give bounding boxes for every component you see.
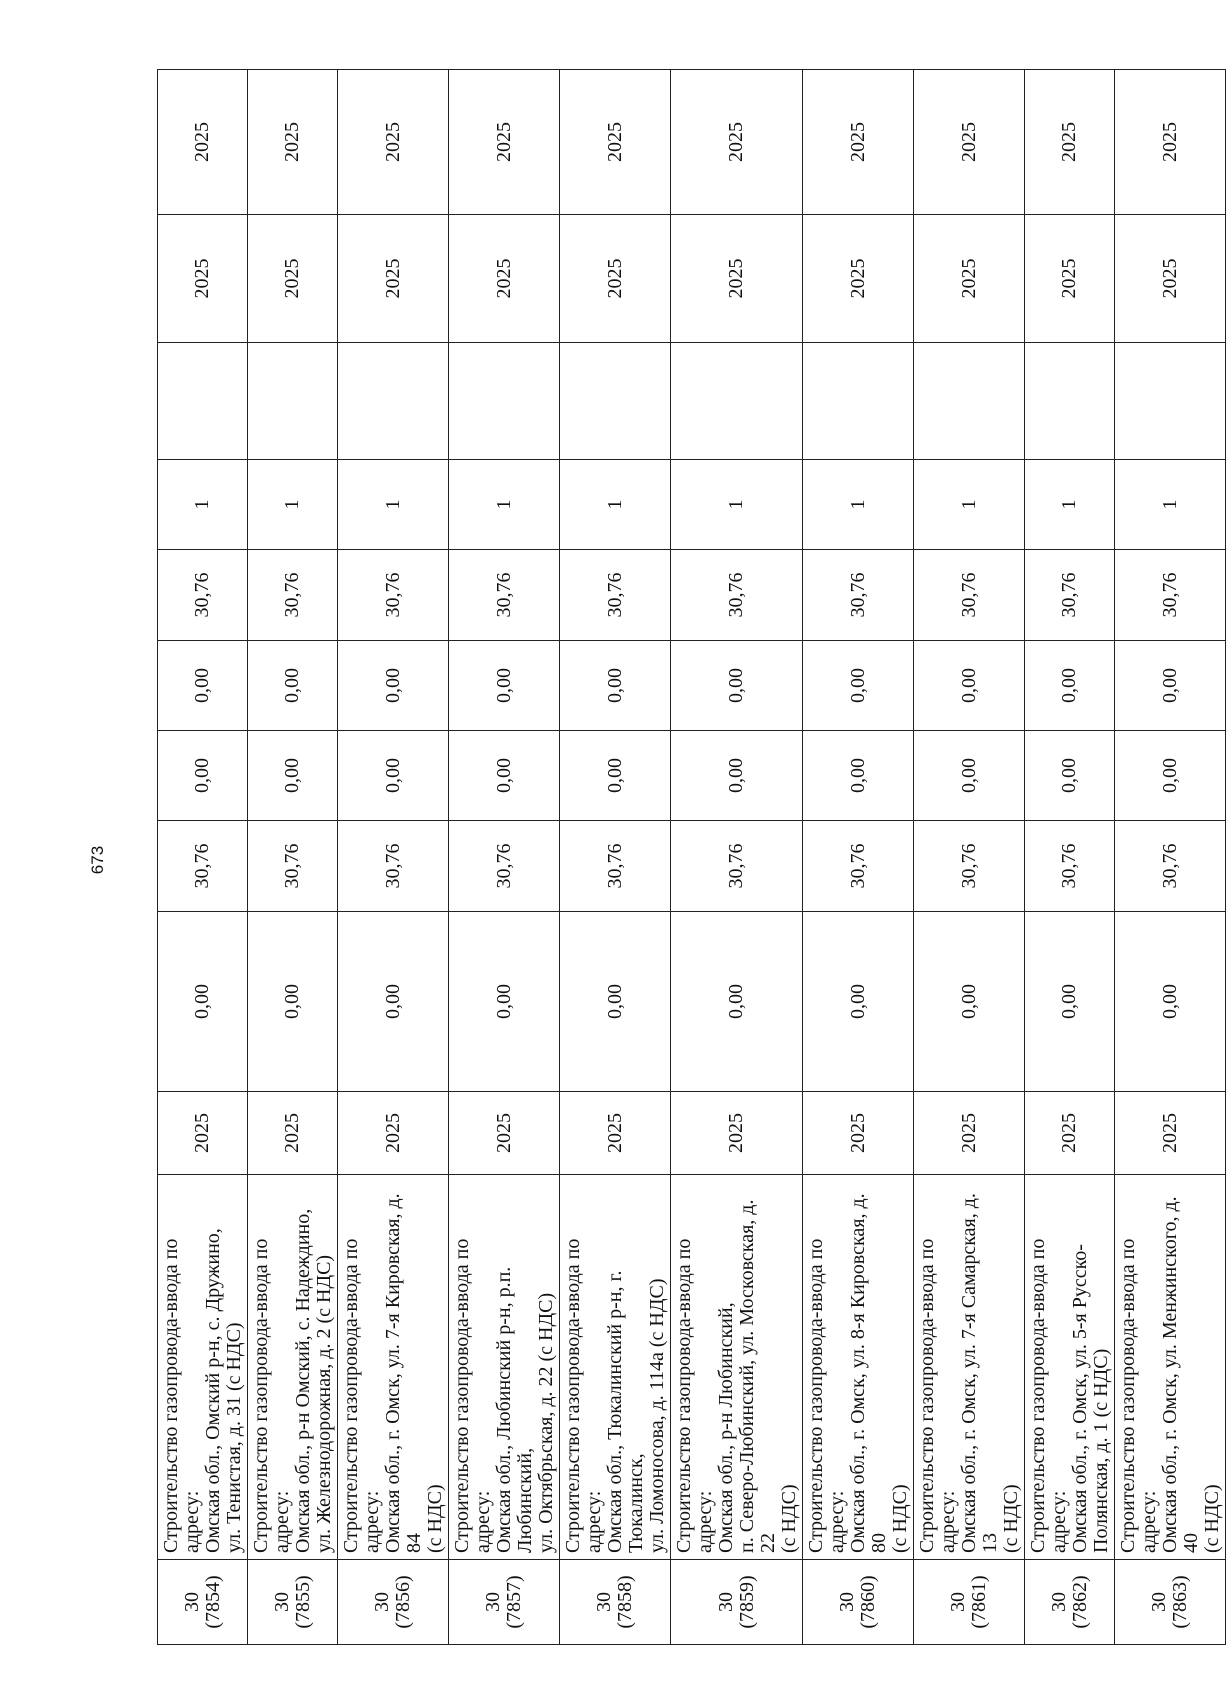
description-line: ул. Тенистая, д. 31 (с НДС)	[223, 1322, 245, 1553]
description-line: ул. Железнодорожная, д. 2 (с НДС)	[313, 1254, 335, 1553]
cell-value-1: 0,00	[671, 912, 803, 1092]
cell-year: 2025	[803, 1092, 914, 1175]
table-row	[1115, 70, 1226, 1645]
cell-start-year: 2025	[449, 215, 560, 343]
table-row	[560, 70, 671, 1645]
cell-value-1: 0,00	[1115, 912, 1226, 1092]
row-code: (7857)	[503, 1575, 525, 1629]
cell-project-id	[914, 1560, 1025, 1645]
cell-year: 2025	[449, 1092, 560, 1175]
cell-project-id	[1025, 1560, 1115, 1645]
row-code: (7861)	[968, 1575, 990, 1629]
row-number: 30	[482, 1592, 504, 1612]
cell-quantity: 1	[671, 460, 803, 550]
description-line: ул. Октябрьская, д. 22 (с НДС)	[535, 1292, 557, 1553]
table-row	[449, 70, 560, 1645]
cell-end-year: 2025	[671, 70, 803, 215]
row-number: 30	[714, 1592, 737, 1612]
cell-year: 2025	[560, 1092, 671, 1175]
cell-end-year: 2025	[1115, 70, 1226, 215]
table-row	[158, 70, 248, 1645]
cell-end-year: 2025	[338, 70, 449, 215]
cell-description	[914, 1175, 1025, 1560]
cell-description	[449, 1175, 560, 1560]
cell-value-2: 30,76	[1025, 821, 1115, 912]
cell-value-2: 30,76	[248, 821, 338, 912]
cell-value-2: 30,76	[914, 821, 1025, 912]
cell-value-1: 0,00	[449, 912, 560, 1092]
cell-start-year: 2025	[560, 215, 671, 343]
cell-value-3: 0,00	[1025, 731, 1115, 821]
cell-value-5: 30,76	[338, 550, 449, 641]
description-line: Строительство газопровода-ввода по адресу:	[673, 1238, 716, 1553]
description-line: Омская обл., р-н Любинский,	[715, 1302, 737, 1553]
cell-value-3: 0,00	[671, 731, 803, 821]
empty-cell	[338, 343, 449, 460]
cell-project-id	[158, 1560, 248, 1645]
row-code: (7856)	[392, 1575, 414, 1629]
cell-value-3: 0,00	[449, 731, 560, 821]
row-number: 30	[1047, 1592, 1070, 1612]
row-number: 30	[371, 1592, 393, 1612]
page-number-text: 673	[88, 845, 107, 875]
cell-value-1: 0,00	[1025, 912, 1115, 1092]
cell-year: 2025	[158, 1092, 248, 1175]
description-line: Строительство газопровода-ввода по адресу:	[340, 1238, 383, 1553]
cell-end-year: 2025	[248, 70, 338, 215]
cell-year: 2025	[671, 1092, 803, 1175]
empty-cell	[449, 343, 560, 460]
table-row	[671, 70, 803, 1645]
description-line: Омская обл., Любинский р-н, р.п. Любинский,	[493, 1266, 536, 1553]
cell-start-year: 2025	[338, 215, 449, 343]
description-line: Омская обл., г. Омск, ул. 7-я Кировская, д. 84	[382, 1193, 425, 1553]
cell-value-5: 30,76	[449, 550, 560, 641]
description-line: Строительство газопровода-ввода по адресу:	[916, 1238, 959, 1553]
description-line: Омская обл., г. Омск, ул. 8-я Кировская, д. 80	[847, 1193, 890, 1553]
description-line: Омская обл., г. Омск, ул. Менжинского, д. 40	[1159, 1196, 1202, 1553]
cell-project-id	[449, 1560, 560, 1645]
row-code: (7855)	[291, 1575, 314, 1629]
cell-value-5: 30,76	[1115, 550, 1226, 641]
cell-value-1: 0,00	[158, 912, 248, 1092]
row-code: (7858)	[614, 1575, 636, 1629]
description-line: (с НДС)	[889, 1484, 911, 1553]
cell-year: 2025	[338, 1092, 449, 1175]
cell-year: 2025	[914, 1092, 1025, 1175]
cell-start-year: 2025	[671, 215, 803, 343]
row-number: 30	[836, 1592, 858, 1612]
cell-quantity: 1	[560, 460, 671, 550]
cell-end-year: 2025	[914, 70, 1025, 215]
description-line: Строительство газопровода-ввода по адресу:	[451, 1238, 494, 1553]
description-line: п. Северо-Любинский, ул. Московская, д. 22	[736, 1199, 779, 1553]
cell-start-year: 2025	[158, 215, 248, 343]
cell-value-4: 0,00	[1115, 641, 1226, 731]
cell-start-year: 2025	[803, 215, 914, 343]
cell-value-1: 0,00	[803, 912, 914, 1092]
cell-year: 2025	[1025, 1092, 1115, 1175]
rotated-table-frame	[157, 70, 1223, 1645]
cell-end-year: 2025	[560, 70, 671, 215]
cell-value-5: 30,76	[803, 550, 914, 641]
cell-quantity: 1	[248, 460, 338, 550]
cell-value-4: 0,00	[449, 641, 560, 731]
empty-cell	[1025, 343, 1115, 460]
cell-value-2: 30,76	[560, 821, 671, 912]
cell-end-year: 2025	[1025, 70, 1115, 215]
cell-start-year: 2025	[1115, 215, 1226, 343]
empty-cell	[803, 343, 914, 460]
row-code: (7863)	[1169, 1575, 1191, 1629]
cell-value-5: 30,76	[248, 550, 338, 641]
description-line: Строительство газопровода-ввода по адресу:	[1027, 1238, 1070, 1553]
cell-value-4: 0,00	[338, 641, 449, 731]
description-line: ул. Ломоносова, д. 114а (с НДС)	[646, 1278, 668, 1553]
cell-project-id	[803, 1560, 914, 1645]
row-code: (7859)	[735, 1575, 758, 1629]
cell-description	[158, 1175, 248, 1560]
cell-value-2: 30,76	[449, 821, 560, 912]
empty-cell	[671, 343, 803, 460]
table-row	[1025, 70, 1115, 1645]
cell-value-3: 0,00	[560, 731, 671, 821]
row-number: 30	[593, 1592, 615, 1612]
description-line: (с НДС)	[1000, 1484, 1022, 1553]
cell-description	[560, 1175, 671, 1560]
description-line: Строительство газопровода-ввода по адресу:	[160, 1238, 203, 1553]
cell-value-1: 0,00	[248, 912, 338, 1092]
cell-value-2: 30,76	[803, 821, 914, 912]
table-row	[338, 70, 449, 1645]
cell-end-year: 2025	[158, 70, 248, 215]
cell-value-5: 30,76	[1025, 550, 1115, 641]
cell-project-id	[338, 1560, 449, 1645]
cell-quantity: 1	[158, 460, 248, 550]
cell-value-5: 30,76	[560, 550, 671, 641]
cell-quantity: 1	[338, 460, 449, 550]
cell-start-year: 2025	[1025, 215, 1115, 343]
table-row	[248, 70, 338, 1645]
row-number: 30	[947, 1592, 969, 1612]
cell-start-year: 2025	[248, 215, 338, 343]
cell-value-4: 0,00	[1025, 641, 1115, 731]
cell-value-4: 0,00	[671, 641, 803, 731]
cell-value-3: 0,00	[914, 731, 1025, 821]
cell-value-5: 30,76	[671, 550, 803, 641]
description-line: Омская обл., р-н Омский, с. Надеждино,	[292, 1208, 314, 1553]
cell-description	[248, 1175, 338, 1560]
cell-value-5: 30,76	[158, 550, 248, 641]
cell-start-year: 2025	[914, 215, 1025, 343]
cell-value-4: 0,00	[158, 641, 248, 731]
cell-value-2: 30,76	[338, 821, 449, 912]
cell-end-year: 2025	[449, 70, 560, 215]
row-code: (7854)	[201, 1575, 224, 1629]
description-line: (с НДС)	[424, 1484, 446, 1553]
description-line: Омская обл., Омский р-н, с. Дружино,	[202, 1228, 224, 1553]
description-line: (с НДС)	[1201, 1484, 1223, 1553]
row-number: 30	[180, 1592, 203, 1612]
empty-cell	[914, 343, 1025, 460]
cell-value-3: 0,00	[158, 731, 248, 821]
cell-year: 2025	[1115, 1092, 1226, 1175]
row-number: 30	[1148, 1592, 1170, 1612]
cell-project-id	[560, 1560, 671, 1645]
cell-year: 2025	[248, 1092, 338, 1175]
cell-description	[671, 1175, 803, 1560]
description-line: Строительство газопровода-ввода по адресу:	[805, 1238, 848, 1553]
description-line: Строительство газопровода-ввода по адресу:	[250, 1238, 293, 1553]
cell-value-4: 0,00	[803, 641, 914, 731]
empty-cell	[560, 343, 671, 460]
cell-end-year: 2025	[803, 70, 914, 215]
description-line: Омская обл., г. Омск, ул. 7-я Самарская, д. 13	[958, 1193, 1001, 1553]
description-line: (с НДС)	[778, 1484, 800, 1553]
cell-value-3: 0,00	[338, 731, 449, 821]
page-number	[86, 840, 110, 880]
cell-value-4: 0,00	[560, 641, 671, 731]
cell-quantity: 1	[1025, 460, 1115, 550]
cell-value-2: 30,76	[1115, 821, 1226, 912]
cell-project-id	[248, 1560, 338, 1645]
cell-value-3: 0,00	[803, 731, 914, 821]
cell-quantity: 1	[803, 460, 914, 550]
cell-description	[1025, 1175, 1115, 1560]
table-row	[914, 70, 1025, 1645]
cell-value-1: 0,00	[560, 912, 671, 1092]
empty-cell	[248, 343, 338, 460]
cell-project-id	[671, 1560, 803, 1645]
cell-project-id	[1115, 1560, 1226, 1645]
cell-value-3: 0,00	[248, 731, 338, 821]
cell-value-3: 0,00	[1115, 731, 1226, 821]
table-body	[158, 70, 1226, 1645]
empty-cell	[158, 343, 248, 460]
row-number: 30	[270, 1592, 293, 1612]
cell-value-4: 0,00	[248, 641, 338, 731]
description-line: Строительство газопровода-ввода по адресу:	[1117, 1238, 1160, 1553]
description-line: Омская обл., г. Омск, ул. 5-я Русско-	[1069, 1244, 1091, 1553]
empty-cell	[1115, 343, 1226, 460]
cell-value-1: 0,00	[338, 912, 449, 1092]
description-line: Омская обл., Тюкалинский р-н, г. Тюкалинск,	[604, 1270, 647, 1553]
table-row	[803, 70, 914, 1645]
cell-value-2: 30,76	[671, 821, 803, 912]
cell-value-4: 0,00	[914, 641, 1025, 731]
cell-quantity: 1	[449, 460, 560, 550]
cell-description	[1115, 1175, 1226, 1560]
cell-description	[338, 1175, 449, 1560]
description-line: Полянская, д. 1 (с НДС)	[1090, 1348, 1112, 1553]
cell-value-2: 30,76	[158, 821, 248, 912]
cell-value-1: 0,00	[914, 912, 1025, 1092]
data-table	[157, 69, 1226, 1645]
row-code: (7860)	[857, 1575, 879, 1629]
cell-value-5: 30,76	[914, 550, 1025, 641]
cell-quantity: 1	[914, 460, 1025, 550]
row-code: (7862)	[1068, 1575, 1091, 1629]
rotated-table-container	[157, 70, 1223, 1645]
description-line: Строительство газопровода-ввода по адресу:	[562, 1238, 605, 1553]
cell-description	[803, 1175, 914, 1560]
cell-quantity: 1	[1115, 460, 1226, 550]
